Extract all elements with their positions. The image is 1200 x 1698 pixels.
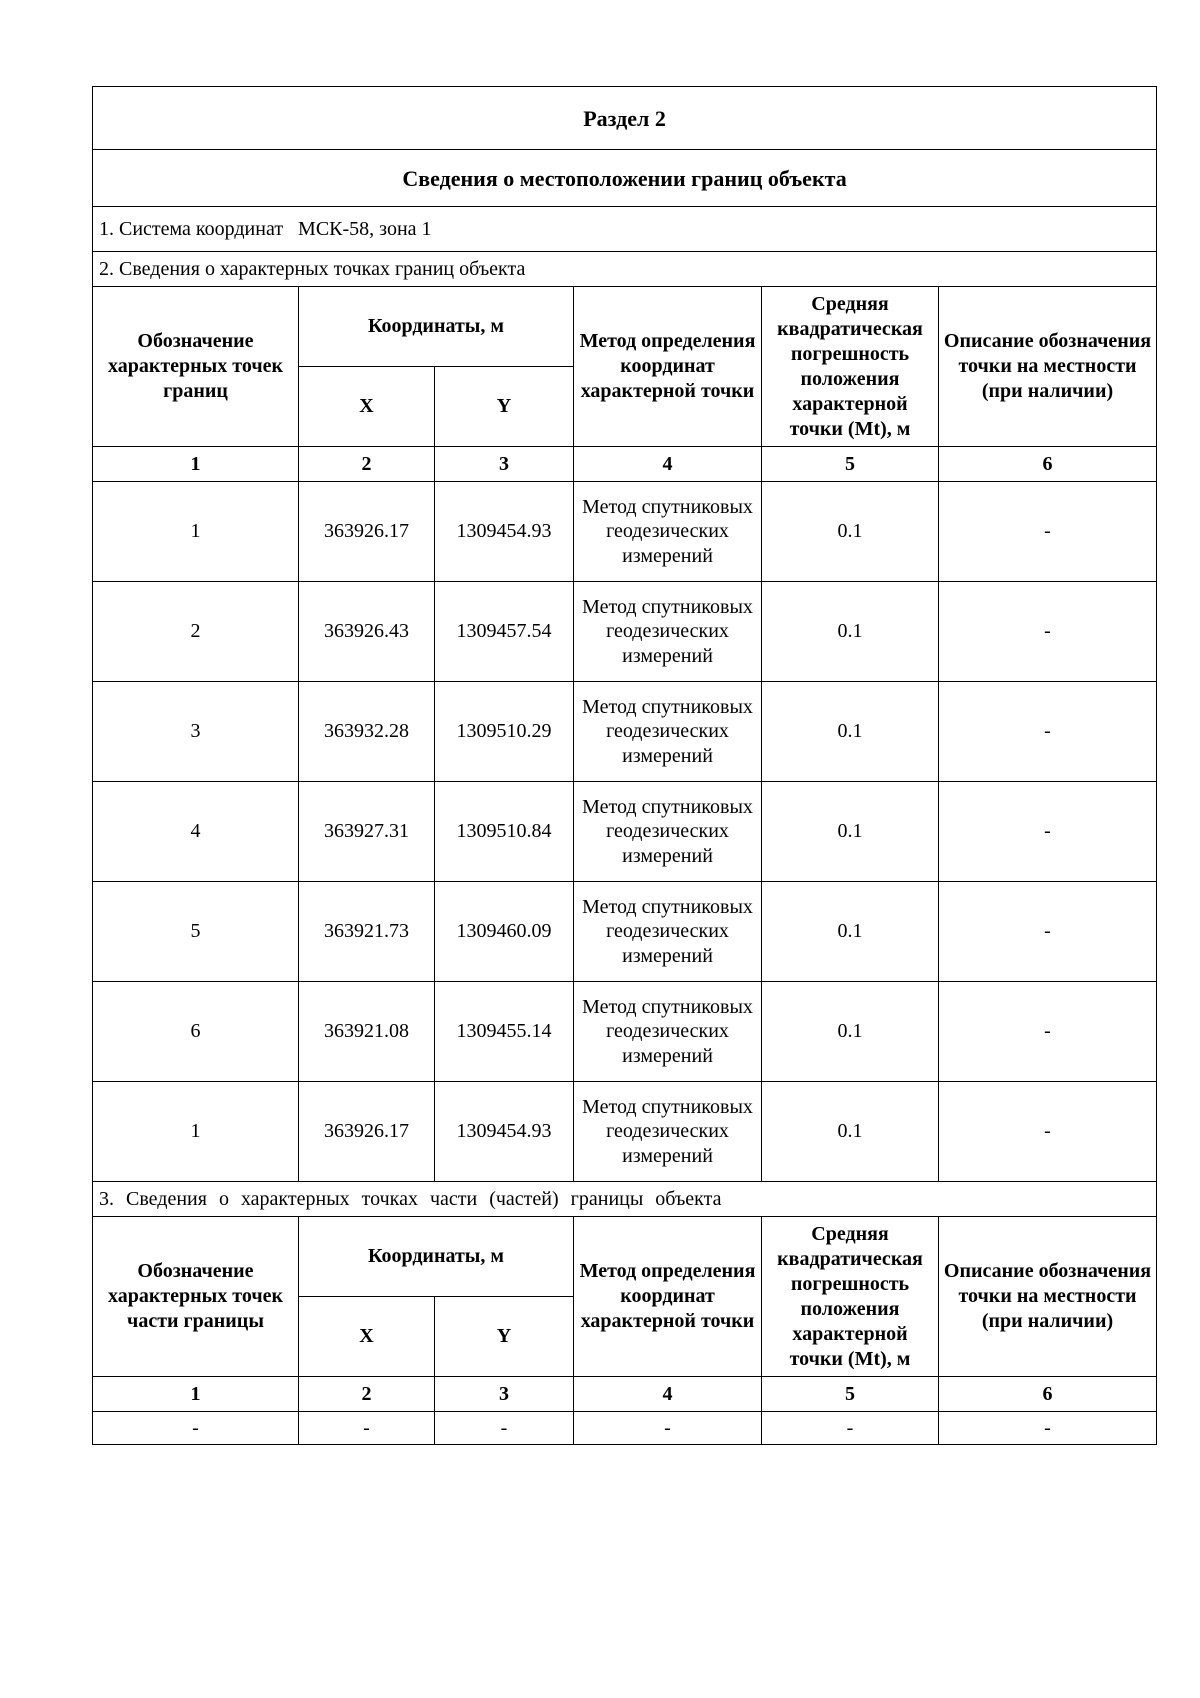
cell-description: - bbox=[939, 882, 1157, 982]
cell-error: 0.1 bbox=[762, 982, 939, 1082]
cell-description: - bbox=[939, 982, 1157, 1082]
coordinate-system: 1. Система координат МСК-58, зона 1 bbox=[93, 207, 1157, 252]
cell-point: 2 bbox=[93, 582, 299, 682]
header2-description: Описание обозначения точки на местности (при наличии) bbox=[939, 1217, 1157, 1377]
cell-error: 0.1 bbox=[762, 682, 939, 782]
header2-x: X bbox=[299, 1297, 435, 1377]
cell-error: - bbox=[762, 1412, 939, 1445]
header2-error: Средняя квадратическая погрешность положения характерной точки (Mt), м bbox=[762, 1217, 939, 1377]
cell-error: 0.1 bbox=[762, 1082, 939, 1182]
column-number: 1 bbox=[93, 1377, 299, 1412]
table-row bbox=[93, 1082, 1157, 1182]
cell-method: Метод спутниковых геодезических измерений bbox=[574, 482, 762, 582]
header2-method: Метод определения координат характерной точки bbox=[574, 1217, 762, 1377]
cell-x: 363927.31 bbox=[299, 782, 435, 882]
column-numbers-row bbox=[93, 1377, 1157, 1412]
header-method: Метод определения координат характерной точки bbox=[574, 287, 762, 447]
cell-point: 1 bbox=[93, 482, 299, 582]
boundary-section-table bbox=[92, 86, 1157, 1445]
cell-description: - bbox=[939, 1082, 1157, 1182]
cell-x: - bbox=[299, 1412, 435, 1445]
cell-y: 1309455.14 bbox=[435, 982, 574, 1082]
table-row bbox=[93, 682, 1157, 782]
cell-description: - bbox=[939, 682, 1157, 782]
cell-y: 1309454.93 bbox=[435, 482, 574, 582]
cell-method: Метод спутниковых геодезических измерений bbox=[574, 1082, 762, 1182]
cell-y: 1309454.93 bbox=[435, 1082, 574, 1182]
cell-method: Метод спутниковых геодезических измерений bbox=[574, 982, 762, 1082]
column-number: 3 bbox=[435, 447, 574, 482]
header2-coordinates: Координаты, м bbox=[299, 1217, 574, 1297]
cell-y: - bbox=[435, 1412, 574, 1445]
column-number: 4 bbox=[574, 447, 762, 482]
cell-x: 363926.43 bbox=[299, 582, 435, 682]
section-title: Раздел 2 bbox=[93, 87, 1157, 150]
cell-point: - bbox=[93, 1412, 299, 1445]
column-number: 6 bbox=[939, 447, 1157, 482]
table-row bbox=[93, 782, 1157, 882]
cell-y: 1309510.84 bbox=[435, 782, 574, 882]
header-y: Y bbox=[435, 367, 574, 447]
column-number: 5 bbox=[762, 447, 939, 482]
cell-point: 6 bbox=[93, 982, 299, 1082]
cell-x: 363932.28 bbox=[299, 682, 435, 782]
column-number: 2 bbox=[299, 1377, 435, 1412]
header-error: Средняя квадратическая погрешность положения характерной точки (Mt), м bbox=[762, 287, 939, 447]
cell-point: 5 bbox=[93, 882, 299, 982]
cell-description: - bbox=[939, 1412, 1157, 1445]
cell-method: - bbox=[574, 1412, 762, 1445]
cell-point: 4 bbox=[93, 782, 299, 882]
cell-point: 3 bbox=[93, 682, 299, 782]
cell-description: - bbox=[939, 482, 1157, 582]
table-row bbox=[93, 482, 1157, 582]
table-row bbox=[93, 882, 1157, 982]
header-coordinates: Координаты, м bbox=[299, 287, 574, 367]
section-subtitle: Сведения о местоположении границ объекта bbox=[93, 150, 1157, 207]
column-number: 6 bbox=[939, 1377, 1157, 1412]
table-row bbox=[93, 582, 1157, 682]
cell-x: 363926.17 bbox=[299, 1082, 435, 1182]
column-number: 3 bbox=[435, 1377, 574, 1412]
cell-error: 0.1 bbox=[762, 582, 939, 682]
cell-y: 1309460.09 bbox=[435, 882, 574, 982]
column-number: 2 bbox=[299, 447, 435, 482]
header-description: Описание обозначения точки на местности (при наличии) bbox=[939, 287, 1157, 447]
column-numbers-row bbox=[93, 447, 1157, 482]
column-number: 5 bbox=[762, 1377, 939, 1412]
cell-x: 363926.17 bbox=[299, 482, 435, 582]
header-designation: Обозначение характерных точек границ bbox=[93, 287, 299, 447]
cell-x: 363921.73 bbox=[299, 882, 435, 982]
column-number: 4 bbox=[574, 1377, 762, 1412]
part2-label: 2. Сведения о характерных точках границ объекта bbox=[93, 252, 1157, 287]
cell-error: 0.1 bbox=[762, 782, 939, 882]
cell-y: 1309510.29 bbox=[435, 682, 574, 782]
header2-designation: Обозначение характерных точек части границы bbox=[93, 1217, 299, 1377]
cell-error: 0.1 bbox=[762, 482, 939, 582]
cell-x: 363921.08 bbox=[299, 982, 435, 1082]
cell-error: 0.1 bbox=[762, 882, 939, 982]
table-row bbox=[93, 982, 1157, 1082]
cell-method: Метод спутниковых геодезических измерений bbox=[574, 782, 762, 882]
cell-method: Метод спутниковых геодезических измерений bbox=[574, 582, 762, 682]
column-number: 1 bbox=[93, 447, 299, 482]
cell-description: - bbox=[939, 582, 1157, 682]
cell-method: Метод спутниковых геодезических измерений bbox=[574, 882, 762, 982]
header-x: X bbox=[299, 367, 435, 447]
cell-point: 1 bbox=[93, 1082, 299, 1182]
cell-method: Метод спутниковых геодезических измерений bbox=[574, 682, 762, 782]
cell-description: - bbox=[939, 782, 1157, 882]
part3-label: 3. Сведения о характерных точках части (частей) границы объекта bbox=[93, 1182, 1157, 1217]
cell-y: 1309457.54 bbox=[435, 582, 574, 682]
table-row bbox=[93, 1412, 1157, 1445]
header2-y: Y bbox=[435, 1297, 574, 1377]
